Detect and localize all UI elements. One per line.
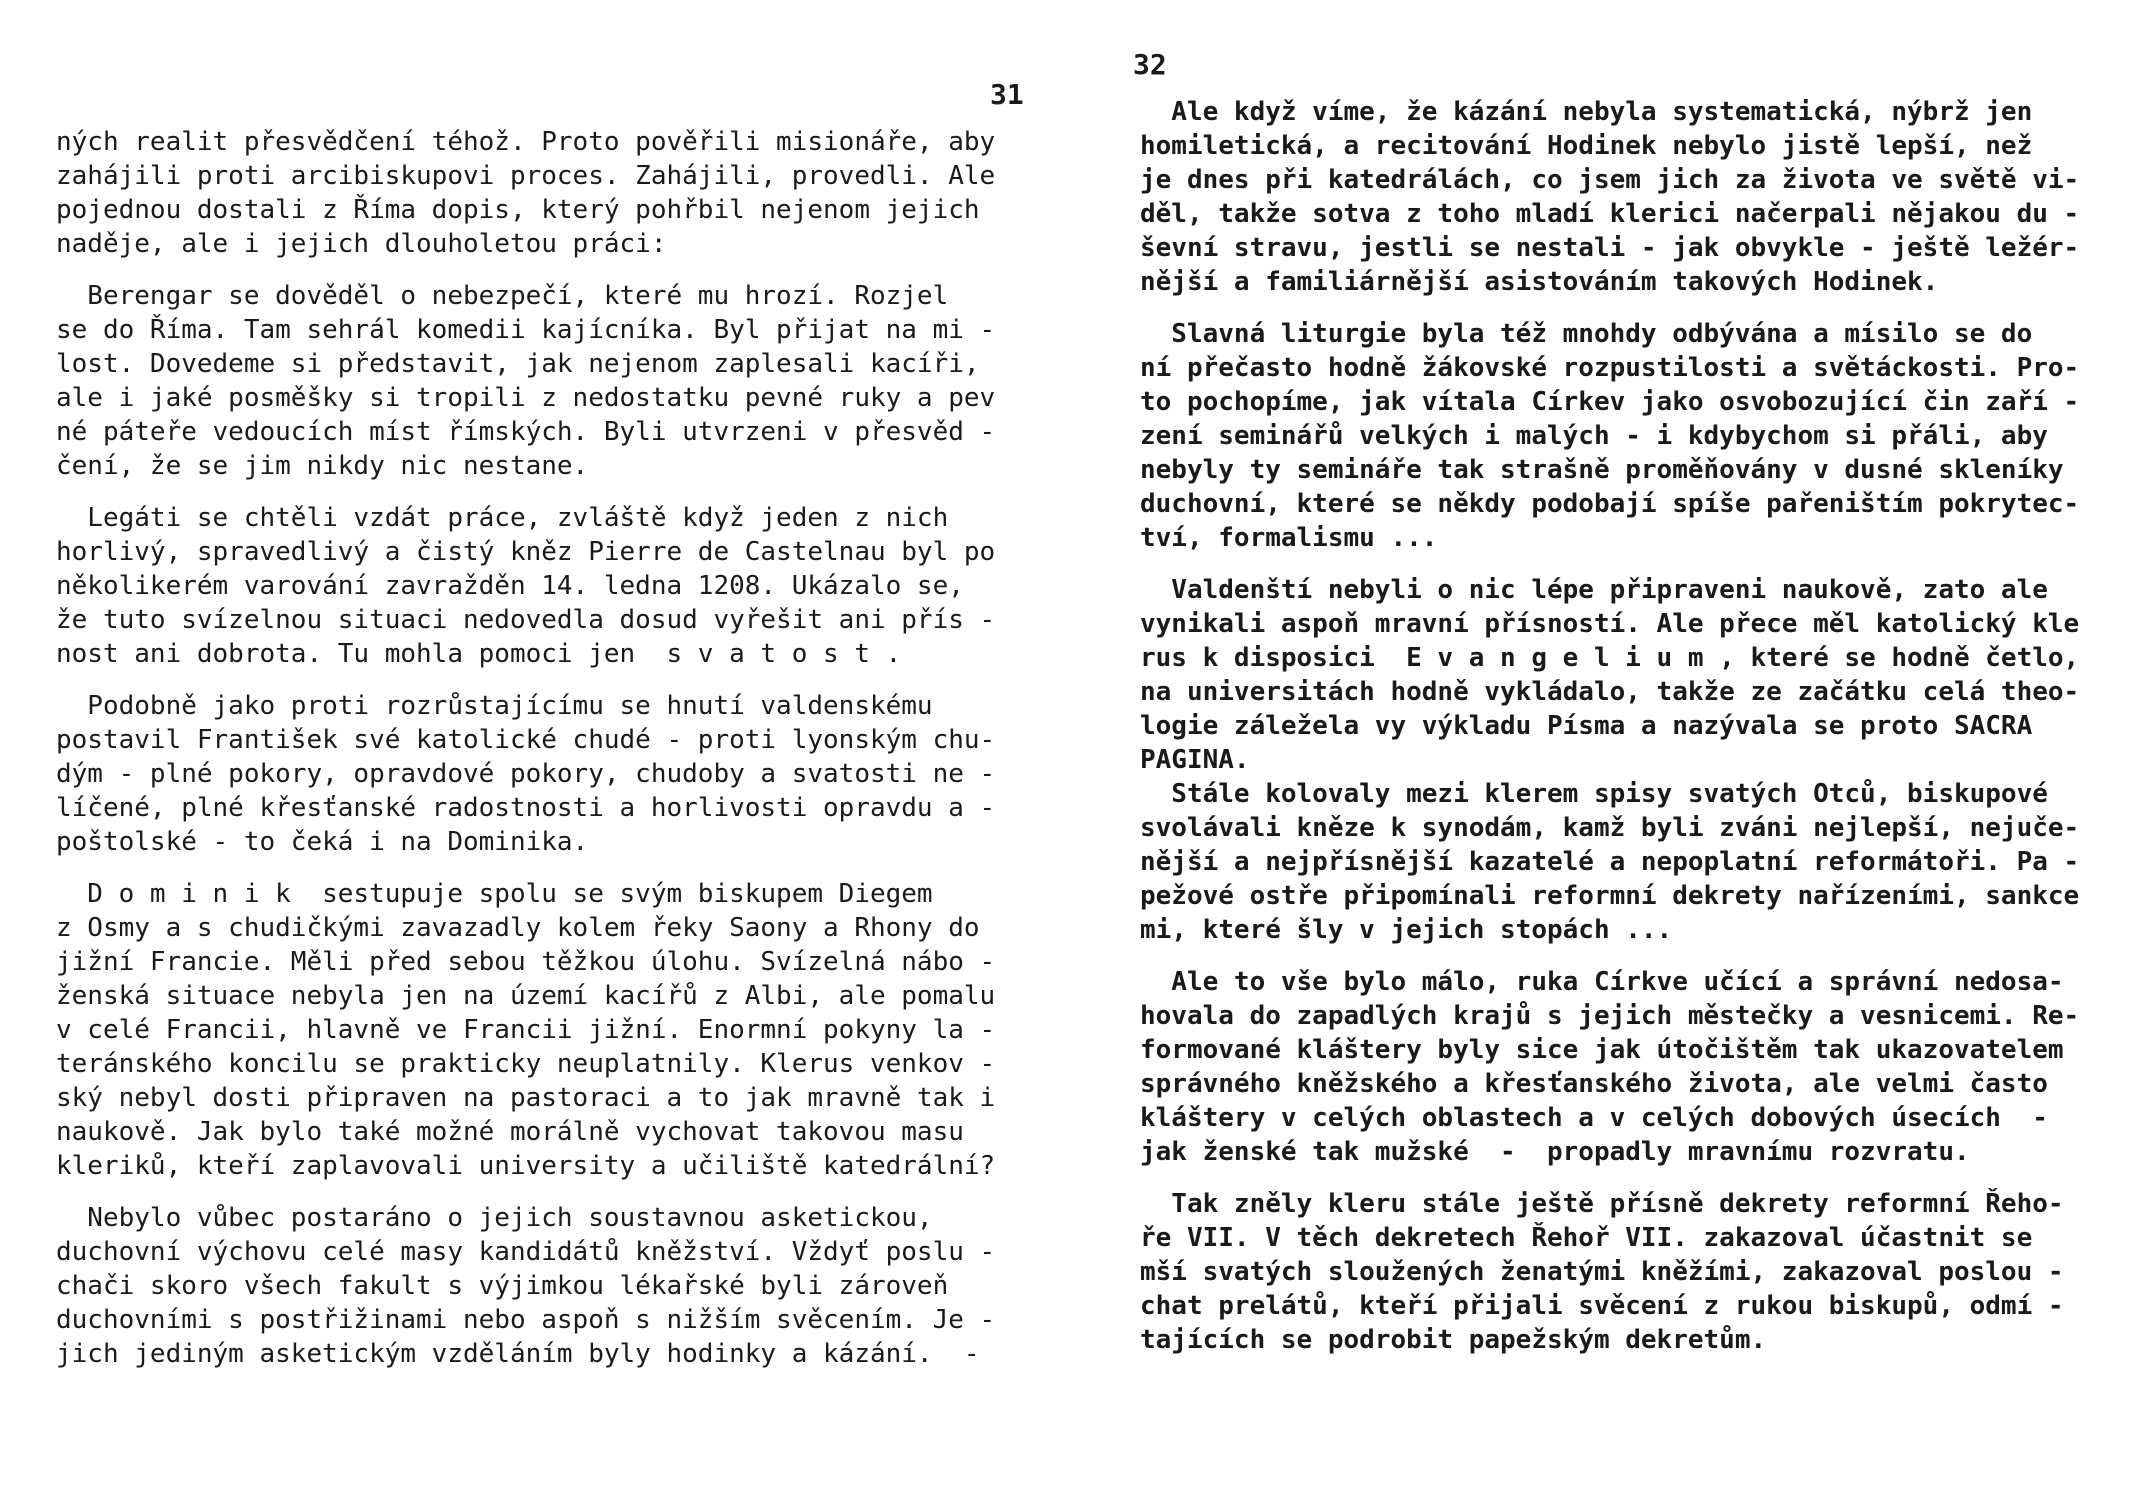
paragraph [56,877,1026,1183]
text-line: kláštery v celých oblastech a v celých dobových úsecích - [1140,1103,2048,1133]
text-line: poštolské - to čeká i na Dominika. [56,827,589,857]
text-line: svolávali kněze k synodám, kamž byli zváni nejlepší, nejuče- [1140,813,2080,843]
text-line: to pochopíme, jak vítala Církev jako osvobozující čin zaří - [1140,387,2080,417]
text-line: ševní stravu, jestli se nestali - jak obvykle - ještě ležér- [1140,233,2080,263]
text-line: pojednou dostali z Říma dopis, který pohřbil nejenom jejich [56,195,980,225]
text-line: né páteře vedoucích míst římských. Byli utvrzeni v přesvěd - [56,417,996,447]
text-line: duchovní výchovu celé masy kandidátů kněžství. Vždyť poslu - [56,1237,996,1267]
text-line: naukově. Jak bylo také možné morálně vychovat takovou masu [56,1117,964,1147]
text-line: logie záležela vy výkladu Písma a nazývala se proto SACRA [1140,711,2033,741]
text-line: nější a nejpřísnější kazatelé a nepoplatní reformátoři. Pa - [1140,847,2080,877]
text-line: rus k disposici E v a n g e l i u m , které se hodně četlo, [1140,643,2080,673]
text-line: děl, takže sotva z toho mladí klerici načerpali nějakou du - [1140,199,2080,229]
text-line: vynikali aspoň mravní přísností. Ale přece měl katolický kle [1140,609,2080,639]
paragraph [1140,317,2115,555]
text-line: Podobně jako proti rozrůstajícímu se hnutí valdenskému [56,691,933,721]
text-line: duchovními s postřižinami nebo aspoň s nižším svěcením. Je - [56,1305,996,1335]
paragraph [56,125,1026,261]
text-line: nost ani dobrota. Tu mohla pomoci jen s v a t o s t . [56,639,902,669]
text-line: pežové ostře připomínali reformní dekrety nařízeními, sankce [1140,881,2080,911]
text-line: duchovní, které se někdy podobají spíše pařeništím pokrytec- [1140,489,2080,519]
text-line: Ale to vše bylo málo, ruka Církve učící a správní nedosa- [1140,967,2064,997]
page-number: 32 [1133,48,1167,81]
text-line: že tuto svízelnou situaci nedovedla dosud vyřešit ani přís - [56,605,996,635]
text-line: tví, formalismu ... [1140,523,1438,553]
page-number: 31 [990,78,1024,111]
text-line: mi, které šly v jejich stopách ... [1140,915,1673,945]
text-line: ných realit přesvědčení téhož. Proto pověřili misionáře, aby [56,127,996,157]
text-line: Nebylo vůbec postaráno o jejich soustavnou asketickou, [56,1203,933,1233]
text-line: v celé Francii, hlavně ve Francii jižní. Enormní pokyny la - [56,1015,996,1045]
text-line: Legáti se chtěli vzdát práce, zvláště když jeden z nich [56,503,949,533]
text-line: PAGINA. [1140,745,1250,775]
text-line: horlivý, spravedlivý a čistý kněz Pierre de Castelnau byl po [56,537,996,567]
text-line: ní přečasto hodně žákovské rozpustilosti a světáckosti. Pro- [1140,353,2080,383]
text-line: je dnes při katedrálách, co jsem jich za života ve světě vi- [1140,165,2080,195]
text-line: D o m i n i k sestupuje spolu se svým biskupem Diegem [56,879,933,909]
page-body [56,125,1026,1389]
text-line: ský nebyl dosti připraven na pastoraci a to jak mravně tak i [56,1083,996,1113]
text-line: hovala do zapadlých krajů s jejich městečky a vesnicemi. Re- [1140,1001,2080,1031]
paragraph [56,501,1026,671]
right-page [1065,0,2130,1500]
paragraph [56,1201,1026,1371]
page-body [1140,95,2115,1375]
text-line: tajících se podrobit papežským dekretům. [1140,1325,1767,1355]
text-line: Ale když víme, že kázání nebyla systematická, nýbrž jen [1140,97,2033,127]
text-line: ře VII. V těch dekretech Řehoř VII. zakazoval účastnit se [1140,1223,2033,1253]
text-line: zahájili proti arcibiskupovi proces. Zahájili, provedli. Ale [56,161,996,191]
text-line: Tak zněly kleru stále ještě přísně dekrety reformní Řeho- [1140,1189,2064,1219]
text-line: formované kláštery byly sice jak útočištěm tak ukazovatelem [1140,1035,2064,1065]
text-line: ženská situace nebyla jen na území kacířů z Albi, ale pomalu [56,981,996,1011]
text-line: nebyly ty semináře tak strašně proměňovány v dusné skleníky [1140,455,2064,485]
text-line: Berengar se dověděl o nebezpečí, které mu hrozí. Rozjel [56,281,949,311]
paragraph [1140,95,2115,299]
paragraph [1140,1187,2115,1357]
text-line: se do Říma. Tam sehrál komedii kajícníka. Byl přijat na mi - [56,315,996,345]
text-line: kleriků, kteří zaplavovali university a učiliště katedrální? [56,1151,996,1181]
text-line: správného kněžského a křesťanského života, ale velmi často [1140,1069,2048,1099]
text-line: nější a familiárnější asistováním takových Hodinek. [1140,267,1939,297]
text-line: chat prelátů, kteří přijali svěcení z rukou biskupů, odmí - [1140,1291,2064,1321]
paragraph [1140,573,2115,947]
text-line: homiletická, a recitování Hodinek nebylo jistě lepší, než [1140,131,2033,161]
text-line: dým - plné pokory, opravdové pokory, chudoby a svatosti ne - [56,759,996,789]
text-line: postavil František své katolické chudé - proti lyonským chu- [56,725,996,755]
text-line: Slavná liturgie byla též mnohdy odbývána a mísilo se do [1140,319,2033,349]
text-line: Stále kolovaly mezi klerem spisy svatých Otců, biskupové [1140,779,2048,809]
text-line: několikerém varování zavražděn 14. ledna 1208. Ukázalo se, [56,571,964,601]
text-line: na universitách hodně vykládalo, takže ze začátku celá theo- [1140,677,2080,707]
text-line: čení, že se jim nikdy nic nestane. [56,451,589,481]
text-line: naděje, ale i jejich dlouholetou práci: [56,229,667,259]
text-line: mší svatých sloužených ženatými kněžími, zakazoval poslou - [1140,1257,2064,1287]
text-line: teránského koncilu se prakticky neuplatnily. Klerus venkov - [56,1049,996,1079]
text-line: jich jediným asketickým vzděláním byly hodinky a kázání. - [56,1339,980,1369]
paragraph [56,689,1026,859]
text-line: jižní Francie. Měli před sebou těžkou úlohu. Svízelná nábo - [56,947,996,977]
text-line: líčené, plné křesťanské radostnosti a horlivosti opravdu a - [56,793,996,823]
text-line: ale i jaké posměšky si tropili z nedostatku pevné ruky a pev [56,383,996,413]
text-line: zení seminářů velkých i malých - i kdybychom si přáli, aby [1140,421,2048,451]
paragraph [1140,965,2115,1169]
paragraph [56,279,1026,483]
text-line: z Osmy a s chudičkými zavazadly kolem řeky Saony a Rhony do [56,913,980,943]
text-line: jak ženské tak mužské - propadly mravnímu rozvratu. [1140,1137,1970,1167]
text-line: chači skoro všech fakult s výjimkou lékařské byli zároveň [56,1271,949,1301]
text-line: lost. Dovedeme si představit, jak nejenom zaplesali kacíři, [56,349,980,379]
text-line: Valdenští nebyli o nic lépe připraveni naukově, zato ale [1140,575,2048,605]
